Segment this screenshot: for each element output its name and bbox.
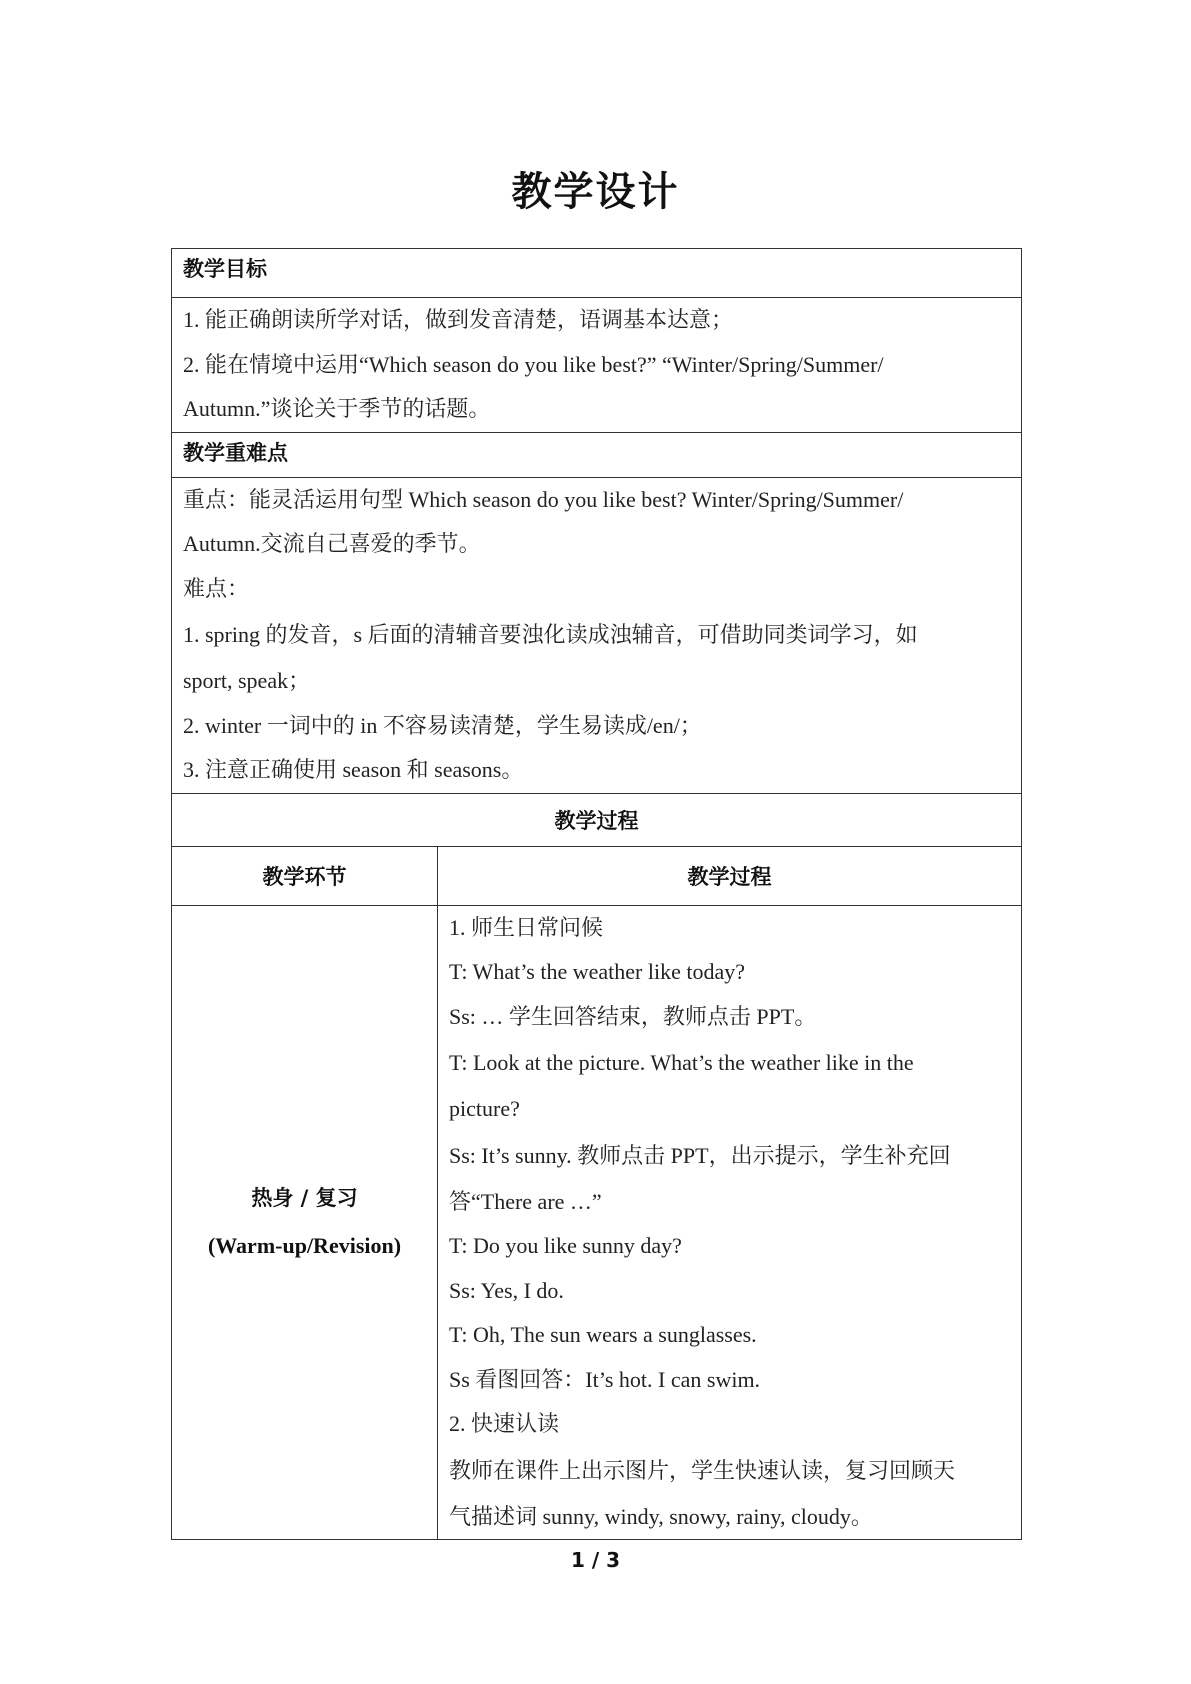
page-number: 1 / 3	[570, 1548, 621, 1572]
process-line: 教师在课件上出示图片，学生快速认读，复习回顾天	[449, 1457, 956, 1483]
key-point-line: 3. 注意正确使用 season 和 seasons。	[183, 757, 524, 782]
key-points-heading-row	[172, 432, 1022, 477]
process-line: 气描述词 sunny, windy, snowy, rainy, cloudy。	[449, 1503, 873, 1529]
process-line: 答“There are …”	[449, 1188, 602, 1214]
key-point-line: 1. spring 的发音，s 后面的清辅音要浊化读成浊辅音，可借助同类词学习，如	[183, 622, 918, 647]
objectives-content-row	[172, 298, 1022, 433]
process-line: Ss: It’s sunny. 教师点击 PPT，出示提示，学生补充回	[449, 1142, 951, 1168]
process-line: T: Look at the picture. What’s the weather like in the	[449, 1050, 914, 1075]
process-line: Ss 看图回答：It’s hot. I can swim.	[449, 1366, 761, 1392]
column-header-process: 教学过程	[438, 846, 1022, 905]
process-line: T: Oh, The sun wears a sunglasses.	[449, 1322, 757, 1347]
objective-line: Autumn.”谈论关于季节的话题。	[183, 396, 491, 421]
stage-name-cn: 热身 / 复习	[251, 1186, 358, 1211]
process-line: T: What’s the weather like today?	[449, 959, 746, 984]
column-header-row	[172, 846, 1022, 905]
key-point-line: 重点：能灵活运用句型 Which season do you like best? Winter/Spring/Summer/	[183, 486, 904, 512]
stage-cell	[172, 905, 438, 1540]
process-heading: 教学过程	[172, 793, 1022, 846]
key-points-heading: 教学重难点	[172, 432, 1022, 477]
stage-row	[172, 905, 1022, 1540]
column-header-stage: 教学环节	[172, 846, 438, 905]
lesson-plan-table	[171, 248, 1022, 1540]
objectives-heading-row	[172, 249, 1022, 298]
objectives-content	[172, 298, 1022, 433]
stage-name-en: (Warm-up/Revision)	[207, 1233, 402, 1259]
key-points-content	[172, 477, 1022, 793]
key-point-line: sport, speak；	[183, 668, 311, 693]
process-line: 1. 师生日常问候	[449, 914, 604, 940]
process-line: 2. 快速认读	[449, 1411, 560, 1436]
process-line: picture?	[449, 1096, 520, 1121]
page-title: 教学设计	[511, 169, 680, 215]
process-heading-row	[172, 793, 1022, 846]
process-line: Ss: … 学生回答结束，教师点击 PPT。	[449, 1003, 817, 1029]
process-line: T: Do you like sunny day?	[449, 1233, 682, 1258]
key-points-content-row	[172, 477, 1022, 793]
key-point-line: 2. winter 一词中的 in 不容易读清楚，学生易读成/en/；	[183, 712, 702, 738]
objective-line: 1. 能正确朗读所学对话，做到发音清楚，语调基本达意；	[183, 307, 734, 332]
process-line: Ss: Yes, I do.	[449, 1277, 564, 1303]
objective-line: 2. 能在情境中运用“Which season do you like best?” “Winter/Spring/Summer/	[183, 351, 884, 377]
key-point-line: 难点：	[183, 575, 250, 601]
process-content	[438, 905, 1022, 1540]
objectives-heading: 教学目标	[172, 249, 1022, 298]
key-point-line: Autumn.交流自己喜爱的季节。	[183, 531, 481, 556]
